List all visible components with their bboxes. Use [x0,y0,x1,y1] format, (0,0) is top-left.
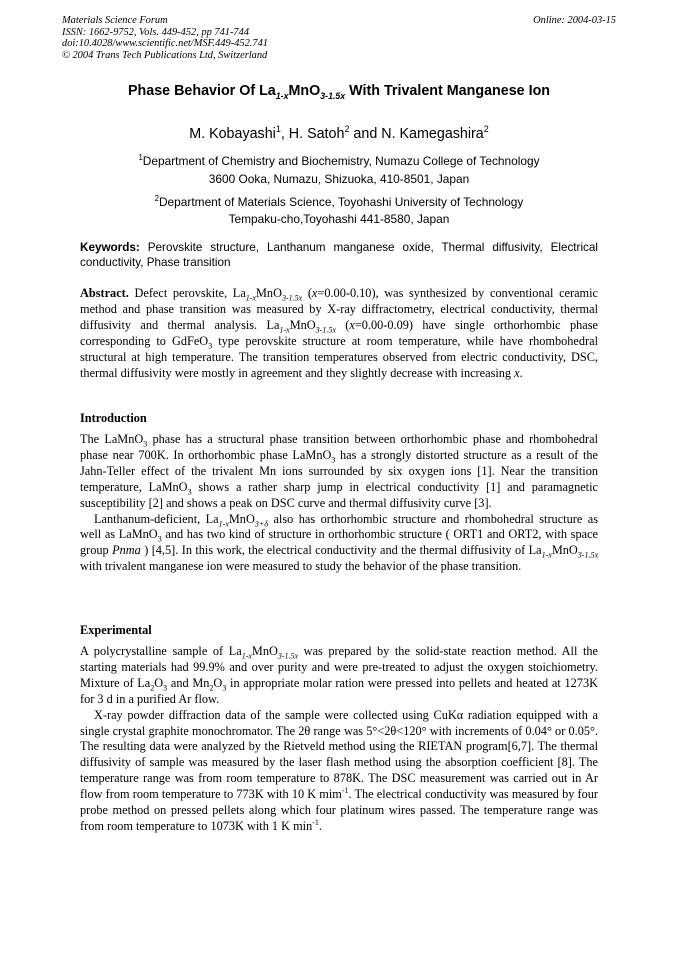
subscript: 3 [208,341,213,351]
subscript: 3-1.5x [315,325,336,335]
text-run: also has orthorhombic structure and rhombohedral structure as well as LaMnO [80,511,599,542]
keywords-label: Keywords: [80,241,140,254]
text-run: shows a rather sharp jump in electrical conductivity [1] and paramagnetic susceptibility [2] and shows a peak on DSC curve and thermal diffusivity curve [3]. [80,479,598,510]
experimental-paragraph [80,644,598,708]
paper-title [62,82,616,105]
online-date: Online: 2004-03-15 [533,15,616,26]
text-run: =0.00-0.09) have single orthorhombic phase corresponding to GdFeO [80,317,598,348]
superscript: -1 [312,817,319,827]
affiliation-marker: 2 [344,124,350,134]
text-run: type perovskite structure at room temperature, while have rhombohedral structural at high temperature. The transition temperatures observed from electric conductivity, DSC, thermal diffusivity were mostly in agreement and they slightly decrease with increasing [80,333,598,380]
subscript: 3 [222,683,227,693]
text-run: . [318,818,322,833]
text-run: and Mn [167,675,210,690]
affiliation-2 [62,192,616,209]
title-subscript: 1-x [275,90,289,101]
text-run: . [519,365,523,380]
affiliation-marker: 2 [483,124,489,134]
author-name: , H. Satoh [280,125,345,142]
text-run: with trivalent manganese ion were measured to study the behavior of the phase transition. [80,559,522,574]
copyright-line: © 2004 Trans Tech Publications Ltd, Switzerland [62,49,268,61]
text-run: Lanthanum-deficient, La [94,511,219,526]
affiliation-text: Department of Materials Science, Toyohashi University of Technology [158,194,524,209]
keywords-text: Perovskite structure, Lanthanum manganese oxide, Thermal diffusivity, Electrical conductivity, Phase transition [80,241,598,269]
doi-line: doi:10.4028/www.scientific.net/MSF.449-452.741 [62,38,268,50]
text-run: =0.00-0.10), was synthesized by conventional ceramic method and phase transition was measured by X-ray diffractometry, electrical conductivity, thermal diffusivity and thermal analysis. La [80,286,599,332]
text-run: MnO [251,644,278,658]
text-run: has a strongly distorted structure as a result of the Jahn-Teller effect of the trivalent Mn ions surrounded by six oxygen ions [1]. Near the transition temperature, LaMnO [80,447,598,494]
text-run: MnO [289,317,316,332]
text-run: and has two kind of structure in orthorhombic structure ( ORT1 and ORT2, with space group [80,527,598,558]
title-part: MnO [288,83,321,99]
keywords [80,241,598,270]
title-subscript: 3-1.5x [320,90,346,101]
affiliation-1-address: 3600 Ooka, Numazu, Shizuoka, 410-8501, Japan [208,172,470,186]
text-run: MnO [256,286,282,300]
text-run: ( [335,317,350,332]
superscript: -1 [341,786,349,796]
affiliation-1 [62,151,616,168]
author-list [62,120,616,143]
subscript: 1-x [218,518,229,528]
title-part: With Trivalent Manganese Ion [345,83,551,99]
introduction-paragraph [80,512,598,576]
text-run: MnO [228,511,255,526]
subscript: 3-1.5x [577,550,598,560]
text-run: ( [302,286,312,300]
affiliation-2-address: Tempaku-cho,Toyohashi 441-8580, Japan [228,212,450,226]
subscript: 2 [209,683,214,693]
subscript: 3 [163,683,168,693]
title-part: Phase Behavior Of La [127,83,276,99]
space-group: Pnma [112,543,141,558]
text-run: O [154,675,164,690]
text-run: . The electrical conductivity was measured by four probe method on pressed pellets along which four platinum wires passed. The temperature range was from room temperature to 1073K with 1 K min [80,787,598,833]
abstract-paragraph [80,286,598,381]
text-run: A polycrystalline sample of La [80,644,242,658]
subscript: 3 [331,455,336,465]
section-heading-introduction: Introduction [80,411,147,425]
text-run: ) [4,5]. In this work, the electrical conductivity and the thermal diffusivity of La [140,543,542,558]
experimental-paragraph [80,708,598,835]
text-run: phase has a structural phase transition between orthorhombic phase and rhombohedral phase near 700K. In orthorhombic phase LaMnO [80,432,598,462]
subscript: 2 [150,683,155,693]
section-heading-experimental: Experimental [80,623,152,637]
subscript: 1-x [245,293,256,303]
abstract-label: Abstract. [80,286,129,300]
italic-var: x [349,317,355,332]
affiliation-marker: 2 [154,194,159,203]
text-run: The LaMnO [80,432,144,446]
subscript: 1-x [279,325,290,335]
text-run: Defect perovskite, La [128,286,246,300]
introduction-paragraph [80,432,598,512]
affiliation-marker: 1 [138,153,143,162]
affiliation-text: Department of Chemistry and Biochemistry, Numazu College of Technology [142,153,540,168]
italic-var: x [311,286,318,300]
journal-header [62,15,482,61]
text-run: X-ray powder diffraction data of the sample were collected using CuKα radiation equipped with a single crystal graphite monochromator. The 2θ range was 5°<2θ<120° with increments of 0.04° or 0.05°. The resulting data were analyzed by the Rietveld method using the RIETAN program[6,7]. The thermal diffusivity of sample was measured by the laser flash method using the absorption coefficient [8]. The temperature range was from room temperature to 878K. The DSC measurement was carried out in Ar flow from room temperature to 773K with 10 K mim [80,707,598,802]
italic-var: x [514,365,520,380]
subscript: 1-x [241,651,252,661]
text-run: O [213,675,223,690]
introduction-body [80,432,598,575]
journal-name: Materials Science Forum [62,15,168,26]
affiliation-marker: 1 [275,124,281,134]
subscript: 3 [157,534,162,544]
subscript: 3-1.5x [281,293,303,303]
abstract [80,286,598,381]
text-run: MnO [551,543,578,558]
subscript: 3-1.5x [277,651,299,661]
subscript: 3 [187,487,192,497]
issn-line: ISSN: 1662-9752, Vols. 449-452, pp 741-744 [62,26,250,38]
subscript: 3 [143,439,148,449]
experimental-body [80,644,598,835]
subscript: 3+δ [254,518,268,528]
text-run: in appropriate molar ration were pressed into pellets and heated at 1273K for 3 d in a purified Ar flow. [80,675,598,706]
subscript: 1-x [541,550,552,560]
text-run: was prepared by the solid-state reaction method. All the starting materials had 99.9% and over purity and were pre-treated to adjust the oxygen stoichiometry. Mixture of La [80,644,599,690]
author-name: and N. Kamegashira [349,125,484,142]
author-name: M. Kobayashi [189,125,276,142]
